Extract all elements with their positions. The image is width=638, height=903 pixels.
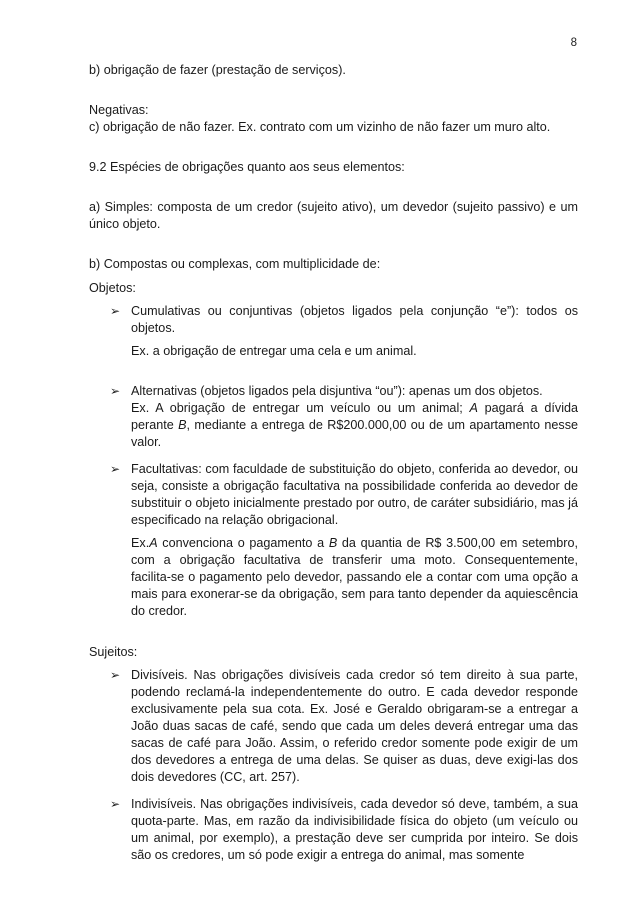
- objetos-label: Objetos:: [89, 281, 136, 295]
- arrow-bullet-icon: ➢: [110, 797, 121, 811]
- section-heading-9-2: 9.2 Espécies de obrigações quanto aos seus elementos:: [89, 160, 405, 174]
- party-a: A: [149, 536, 158, 550]
- facultativas-example: [131, 535, 578, 620]
- negativas-label: Negativas:: [89, 103, 149, 117]
- alternativas-text: Alternativas (objetos ligados pela disjuntiva “ou”): apenas um dos objetos.: [131, 384, 543, 398]
- alternativas-example: [131, 400, 578, 451]
- paragraph-obrigacao-nao-fazer: c) obrigação de não fazer. Ex. contrato com um vizinho de não fazer um muro alto.: [89, 120, 551, 134]
- alternativas-example-part-3: , mediante a entrega de R$200.000,00 ou de um apartamento nesse valor.: [131, 418, 578, 449]
- list-item-facultativas: [89, 461, 578, 620]
- facultativas-example-part-1: Ex.: [131, 536, 150, 550]
- party-a: A: [469, 401, 478, 415]
- facultativas-text: Facultativas: com faculdade de substituição do objeto, conferida ao devedor, ou seja, consiste a obrigação facultativa na possibilidade conferida ao devedor de substituir o objeto inicialmente prestado por outro, de caráter subsidiário, mas já especificado na relação obrigacional.: [131, 462, 578, 527]
- facultativas-example-part-3: da quantia de R$ 3.500,00 em setembro, com a obrigação facultativa de transferir uma moto. Consequentemente, facilita-se o pagamento pelo devedor, passando ele a contar com uma opção a mais para exonerar-se da obrigação, sem para tanto depender da aquiescência do credor.: [131, 536, 578, 618]
- page-number: 8: [570, 37, 577, 49]
- arrow-bullet-icon: ➢: [110, 384, 121, 398]
- facultativas-example-part-2: convenciona o pagamento a: [157, 536, 329, 550]
- arrow-bullet-icon: ➢: [110, 668, 121, 682]
- list-item-cumulativas: [89, 303, 578, 360]
- paragraph-simples: a) Simples: composta de um credor (sujeito ativo), um devedor (sujeito passivo) e um único objeto.: [89, 200, 578, 231]
- party-b: B: [328, 536, 338, 550]
- list-item-indivisiveis: [89, 796, 578, 864]
- arrow-bullet-icon: ➢: [110, 304, 121, 318]
- divisiveis-text: Divisíveis. Nas obrigações divisíveis cada credor só tem direito à sua parte, podendo reclamá-la independentemente do outro. E cada devedor responde exclusivamente pela sua cota. Ex. José e Geraldo obrigaram-se a entregar a João duas sacas de café, sendo que cada um deles deverá entregar uma das sacas de café para João. Assim, o referido credor somente pode exigir de um dos devedores a entrega de uma delas. Se quiser as duas, deve exigi-las dos dois devedores (CC, art. 257).: [131, 668, 578, 784]
- cumulativas-example: Ex. a obrigação de entregar uma cela e um animal.: [131, 344, 417, 358]
- paragraph-compostas: b) Compostas ou complexas, com multiplicidade de:: [89, 257, 381, 271]
- paragraph-obrigacao-fazer: b) obrigação de fazer (prestação de serviços).: [89, 63, 346, 77]
- indivisiveis-text: Indivisíveis. Nas obrigações indivisíveis, cada devedor só deve, também, a sua quota-parte. Mas, em razão da indivisibilidade física do objeto (um veículo ou um animal, por exemplo), a prestação deve ser cumprida por inteiro. Se dois são os credores, um só pode exigir a entrega do animal, mas somente: [131, 797, 578, 862]
- sujeitos-label: Sujeitos:: [89, 645, 138, 659]
- page-content: [89, 62, 578, 864]
- cumulativas-text: Cumulativas ou conjuntivas (objetos ligados pela conjunção “e”): todos os objetos.: [131, 304, 578, 335]
- arrow-bullet-icon: ➢: [110, 462, 121, 476]
- alternativas-example-part-2: pagará a dívida perante: [131, 401, 578, 432]
- list-item-alternativas: [89, 383, 578, 451]
- party-b: B: [178, 418, 187, 432]
- alternativas-example-part-1: Ex. A obrigação de entregar um veículo ou um animal;: [131, 401, 470, 415]
- list-item-divisiveis: [89, 667, 578, 786]
